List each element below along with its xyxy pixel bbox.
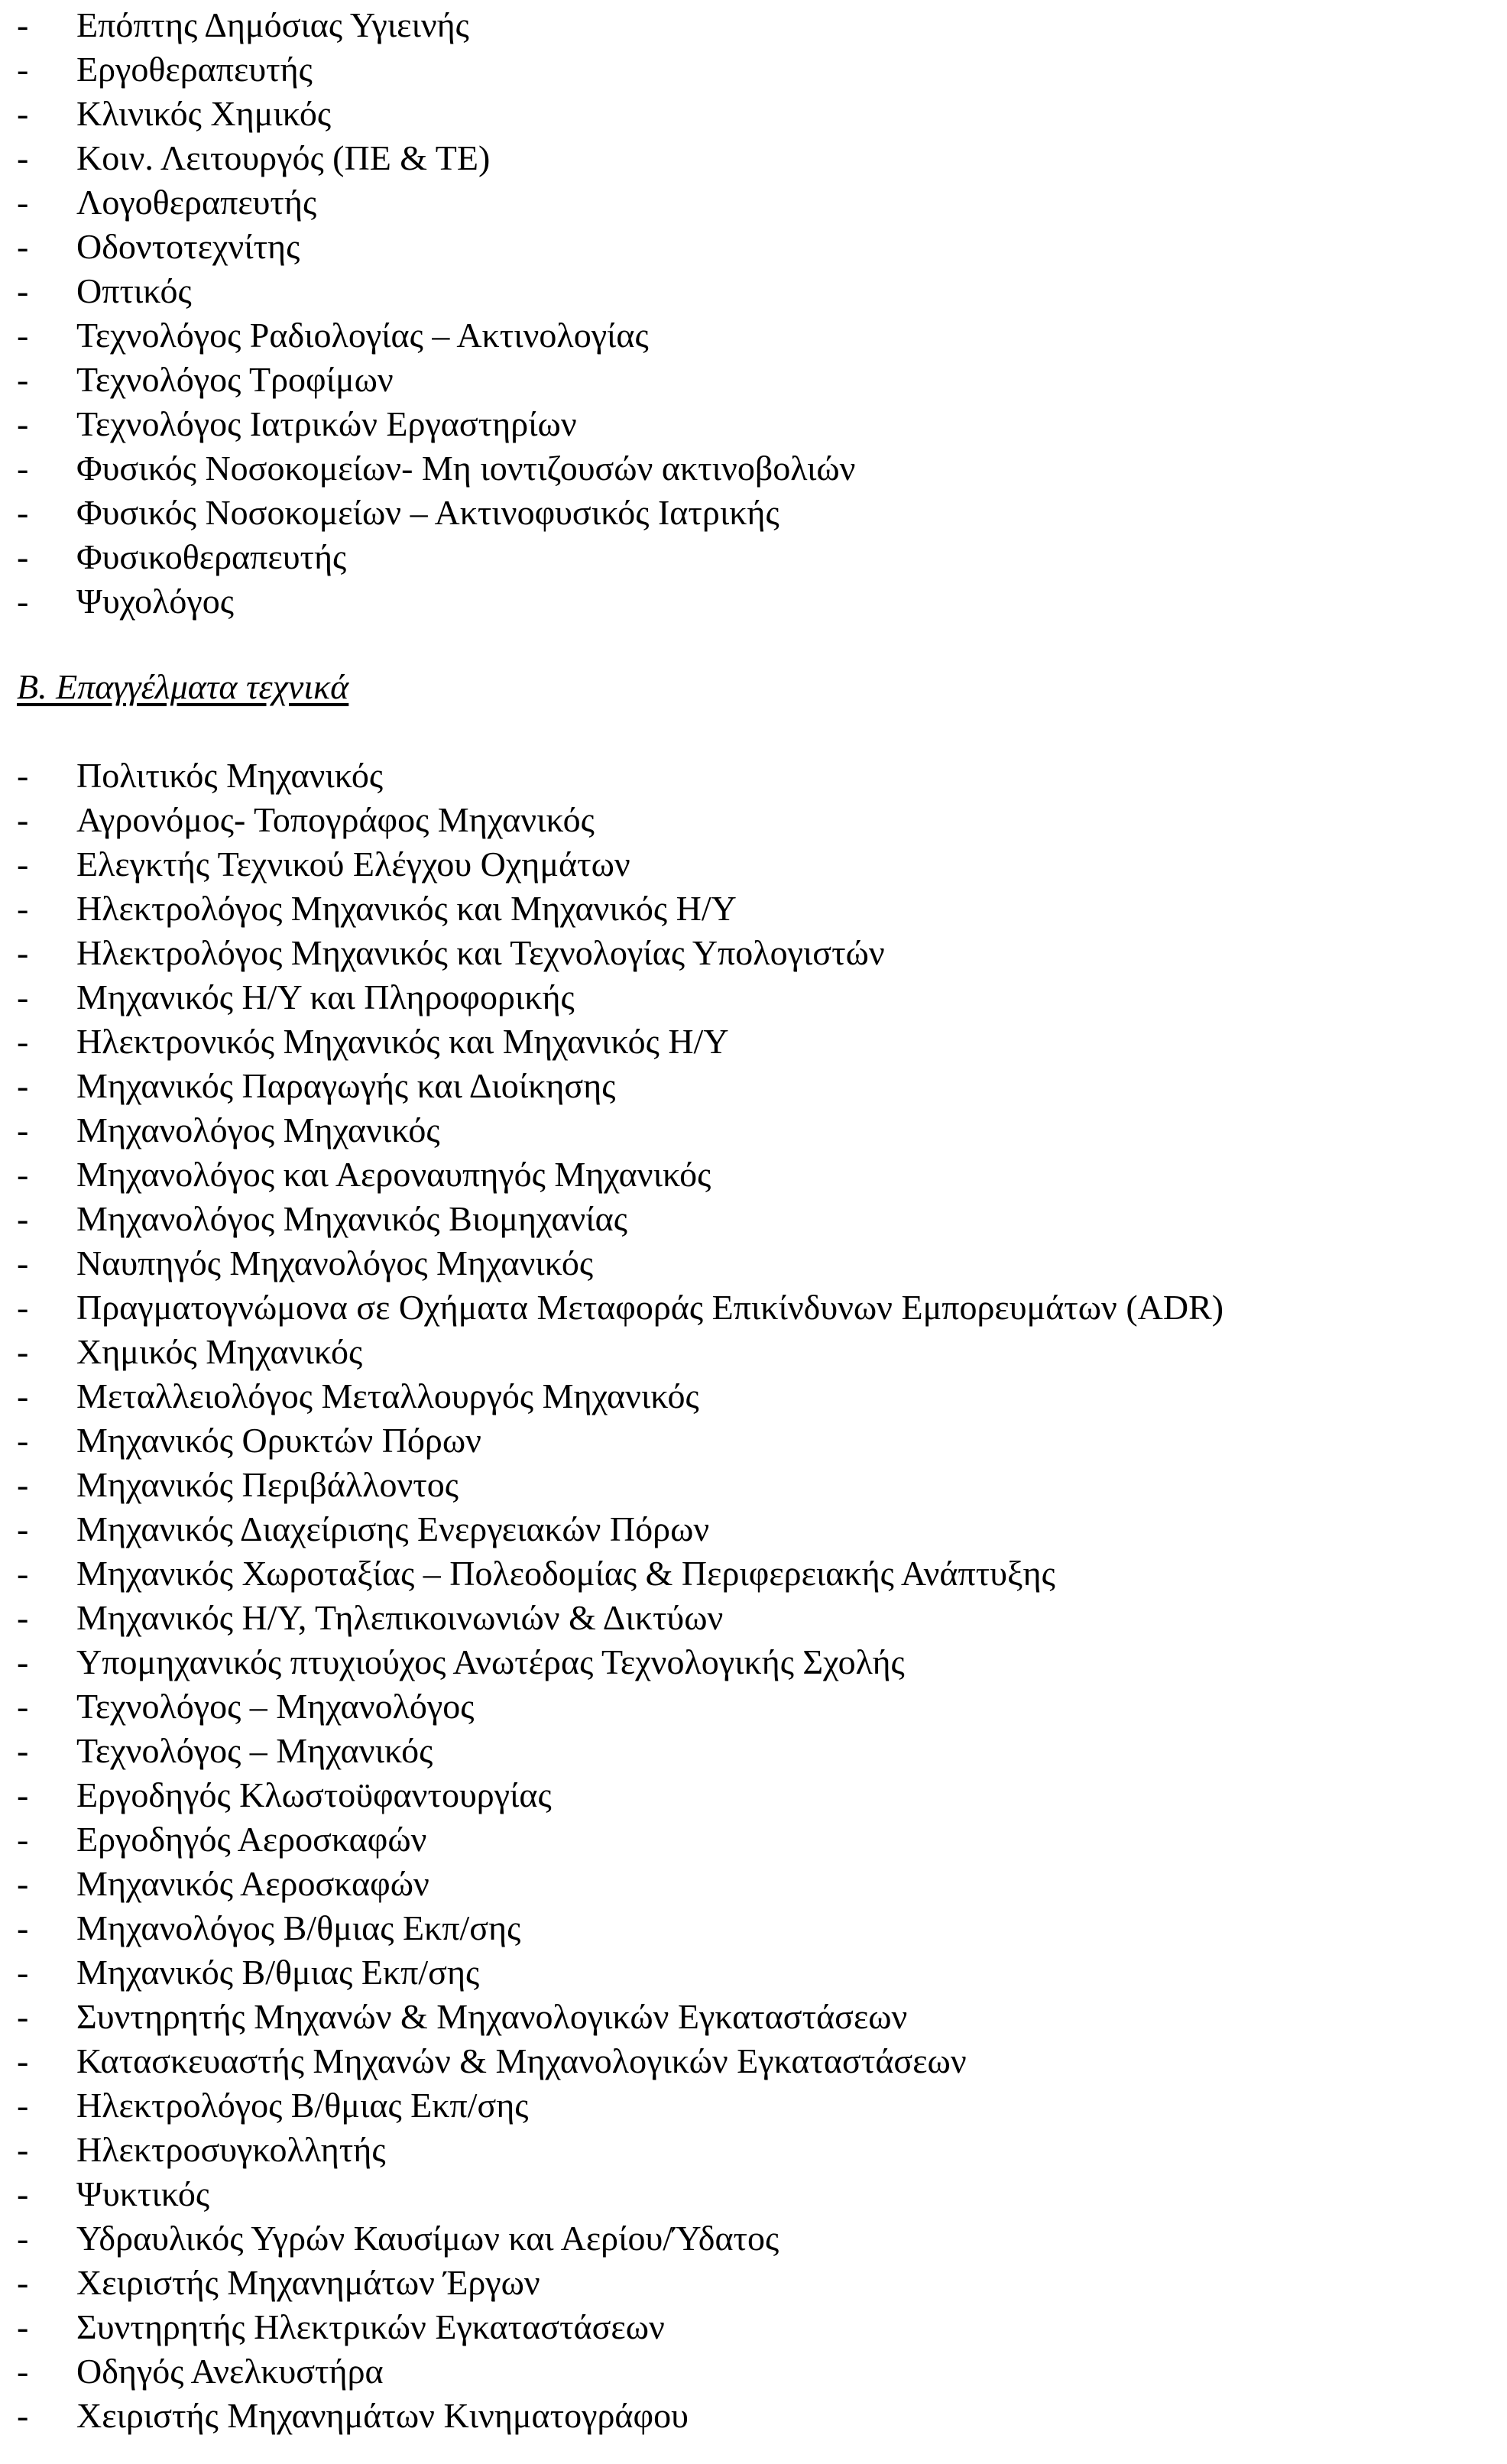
list-item-text: Χημικός Μηχανικός (76, 1332, 363, 1371)
bullet-dash: - (17, 933, 29, 972)
bullet-dash: - (17, 2396, 29, 2435)
list-item-text: Μηχανικός Ορυκτών Πόρων (76, 1421, 481, 1460)
list-item-text: Λογοθεραπευτής (76, 183, 317, 222)
list-item-text: Μηχανικός Η/Υ, Τηλεπικοινωνιών & Δικτύων (76, 1598, 724, 1637)
list-item-text: Πραγματογνώμονα σε Οχήματα Μεταφοράς Επικίνδυνων Εμπορευμάτων (ADR) (76, 1288, 1224, 1327)
list-item-text: Ηλεκτρολόγος Μηχανικός και Τεχνολογίας Υπολογιστών (76, 933, 885, 972)
bullet-dash: - (17, 1243, 29, 1282)
list-item-text: Τεχνολόγος – Μηχανικός (76, 1731, 433, 1770)
bullet-dash: - (17, 845, 29, 883)
bullet-dash: - (17, 5, 29, 44)
bullet-dash: - (17, 2219, 29, 2258)
list-item-text: Τεχνολόγος – Μηχανολόγος (76, 1687, 475, 1726)
list-item-text: Αγρονόμος- Τοπογράφος Μηχανικός (76, 800, 595, 839)
bullet-dash: - (17, 2130, 29, 2169)
list-item-text: Μηχανικός Διαχείρισης Ενεργειακών Πόρων (76, 1509, 710, 1548)
bullet-dash: - (17, 2352, 29, 2391)
bullet-dash: - (17, 493, 29, 532)
bullet-dash: - (17, 1066, 29, 1105)
bullet-dash: - (17, 1155, 29, 1194)
bullet-dash: - (17, 2174, 29, 2213)
bullet-dash: - (17, 94, 29, 133)
list-item-text: Συντηρητής Μηχανών & Μηχανολογικών Εγκαταστάσεων (76, 1997, 908, 2036)
list-item-text: Φυσικός Νοσοκομείων- Μη ιοντιζουσών ακτινοβολιών (76, 449, 856, 488)
bullet-dash: - (17, 1687, 29, 1726)
list-item-text: Φυσικός Νοσοκομείων – Ακτινοφυσικός Ιατρικής (76, 493, 779, 532)
list-item-text: Μηχανολόγος Μηχανικός (76, 1110, 440, 1149)
list-item-text: Μηχανολόγος και Αεροναυπηγός Μηχανικός (76, 1155, 711, 1194)
bullet-dash: - (17, 1288, 29, 1327)
bullet-dash: - (17, 1997, 29, 2036)
bullet-dash: - (17, 1598, 29, 1637)
bullet-dash: - (17, 800, 29, 839)
list-item-text: Υδραυλικός Υγρών Καυσίμων και Αερίου/Ύδατος (76, 2219, 779, 2258)
list-item-text: Τεχνολόγος Ιατρικών Εργαστηρίων (76, 404, 577, 443)
list-item-text: Εργοθεραπευτής (76, 50, 313, 89)
bullet-dash: - (17, 183, 29, 222)
list-item-text: Μηχανικός Παραγωγής και Διοίκησης (76, 1066, 616, 1105)
bullet-dash: - (17, 1332, 29, 1371)
bullet-dash: - (17, 2307, 29, 2346)
bullet-dash: - (17, 1554, 29, 1593)
bullet-dash: - (17, 404, 29, 443)
list-item-text: Ναυπηγός Μηχανολόγος Μηχανικός (76, 1243, 594, 1282)
list-item-text: Κατασκευαστής Μηχανών & Μηχανολογικών Εγκαταστάσεων (76, 2041, 967, 2080)
list-item-text: Ηλεκτροσυγκολλητής (76, 2130, 386, 2169)
bullet-dash: - (17, 756, 29, 795)
bullet-dash: - (17, 1376, 29, 1415)
bullet-dash: - (17, 360, 29, 399)
list-item-text: Συντηρητής Ηλεκτρικών Εγκαταστάσεων (76, 2307, 665, 2346)
list-item-text: Κλινικός Χημικός (76, 94, 332, 133)
list-item-text: Εργοδηγός Κλωστοϋφαντουργίας (76, 1775, 552, 1814)
list-item-text: Κοιν. Λειτουργός (ΠΕ & ΤΕ) (76, 138, 491, 177)
bullet-dash: - (17, 1199, 29, 1238)
list-item-text: Μηχανικός Η/Υ και Πληροφορικής (76, 977, 575, 1016)
bullet-dash: - (17, 1421, 29, 1460)
list-item-text: Οδηγός Ανελκυστήρα (76, 2352, 384, 2391)
list-item-text: Ψυχολόγος (76, 582, 234, 621)
bullet-dash: - (17, 1642, 29, 1681)
list-item-text: Τεχνολόγος Τροφίμων (76, 360, 394, 399)
list-item-text: Μηχανικός Αεροσκαφών (76, 1864, 429, 1903)
section-heading: Β. Επαγγέλματα τεχνικά (17, 667, 349, 706)
bullet-dash: - (17, 1731, 29, 1770)
list-item-text: Μεταλλειολόγος Μεταλλουργός Μηχανικός (76, 1376, 699, 1415)
bullet-dash: - (17, 2263, 29, 2302)
bullet-dash: - (17, 227, 29, 266)
bullet-dash: - (17, 1820, 29, 1859)
list-item-text: Οδοντοτεχνίτης (76, 227, 300, 266)
bullet-dash: - (17, 50, 29, 89)
list-item-text: Μηχανικός Β/θμιας Εκπ/σης (76, 1953, 480, 1992)
list-item-text: Επόπτης Δημόσιας Υγιεινής (76, 5, 469, 44)
list-item-text: Οπτικός (76, 271, 192, 310)
list-item-text: Μηχανολόγος Β/θμιας Εκπ/σης (76, 1908, 521, 1947)
bullet-dash: - (17, 977, 29, 1016)
bullet-dash: - (17, 1864, 29, 1903)
bullet-dash: - (17, 537, 29, 576)
bullet-dash: - (17, 889, 29, 928)
bullet-dash: - (17, 1953, 29, 1992)
list-item-text: Μηχανικός Περιβάλλοντος (76, 1465, 459, 1504)
list-item-text: Ελεγκτής Τεχνικού Ελέγχου Οχημάτων (76, 845, 630, 883)
bullet-dash: - (17, 582, 29, 621)
bullet-dash: - (17, 1110, 29, 1149)
bullet-dash: - (17, 138, 29, 177)
bullet-dash: - (17, 2086, 29, 2125)
bullet-dash: - (17, 316, 29, 355)
list-item-text: Μηχανικός Χωροταξίας – Πολεοδομίας & Περιφερειακής Ανάπτυξης (76, 1554, 1055, 1593)
bullet-dash: - (17, 271, 29, 310)
list-item-text: Υπομηχανικός πτυχιούχος Ανωτέρας Τεχνολογικής Σχολής (76, 1642, 905, 1681)
bullet-dash: - (17, 1509, 29, 1548)
list-item-text: Ηλεκτρολόγος Μηχανικός και Μηχανικός Η/Υ (76, 889, 737, 928)
list-item-text: Εργοδηγός Αεροσκαφών (76, 1820, 427, 1859)
bullet-dash: - (17, 1775, 29, 1814)
list-item-text: Τεχνολόγος Ραδιολογίας – Ακτινολογίας (76, 316, 649, 355)
bullet-dash: - (17, 449, 29, 488)
list-item-text: Ηλεκτρονικός Μηχανικός και Μηχανικός Η/Υ (76, 1022, 729, 1061)
bullet-dash: - (17, 2041, 29, 2080)
list-item-text: Χειριστής Μηχανημάτων Έργων (76, 2263, 540, 2302)
bullet-dash: - (17, 1465, 29, 1504)
list-item-text: Πολιτικός Μηχανικός (76, 756, 384, 795)
list-item-text: Ψυκτικός (76, 2174, 210, 2213)
list-item-text: Φυσικοθεραπευτής (76, 537, 347, 576)
list-item-text: Ηλεκτρολόγος Β/θμιας Εκπ/σης (76, 2086, 529, 2125)
list-item-text: Χειριστής Μηχανημάτων Κινηματογράφου (76, 2396, 689, 2435)
list-item-text: Μηχανολόγος Μηχανικός Βιομηχανίας (76, 1199, 627, 1238)
bullet-dash: - (17, 1908, 29, 1947)
bullet-dash: - (17, 1022, 29, 1061)
